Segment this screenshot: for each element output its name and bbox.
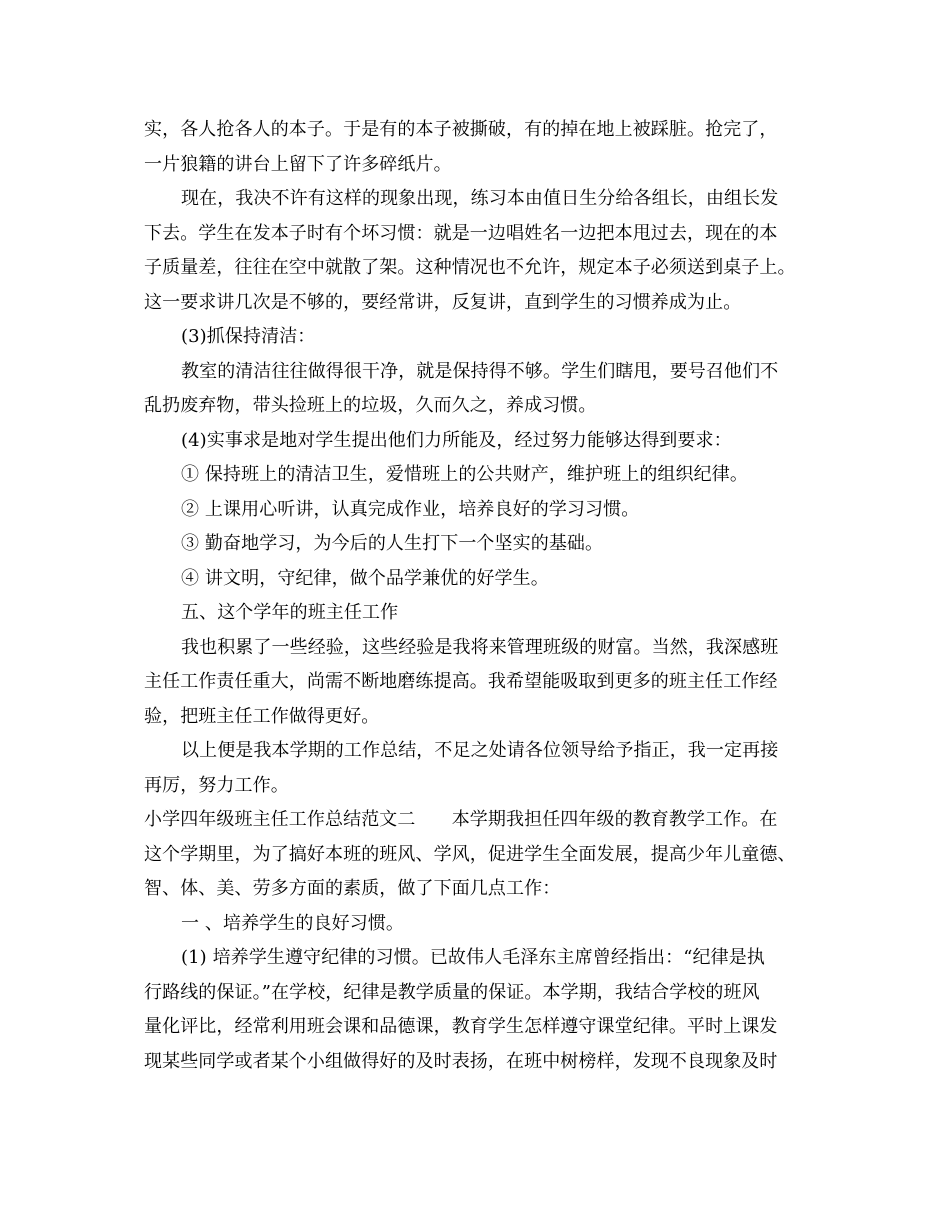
text-line: (4)实事求是地对学生提出他们力所能及，经过努力能够达得到要求： <box>181 429 732 451</box>
text-line: ② 上课用心听讲，认真完成作业，培养良好的学习习惯。 <box>181 498 640 520</box>
text-line: 五、这个学年的班主任工作 <box>181 602 399 623</box>
text-line: ③ 勤奋地学习，为今后的人生打下一个坚实的基础。 <box>181 533 604 554</box>
text-line: (3)抓保持清洁： <box>181 326 316 347</box>
text-line: 一 、培养学生的良好习惯。 <box>181 912 405 934</box>
text-line: (1) 培养学生遵守纪律的习惯。已故伟人毛泽东主席曾经指出：“纪律是执 <box>181 947 765 968</box>
text-line: 现在，我决不许有这样的现象出现，练习本由值日生分给各组长，由组长发 <box>181 188 779 209</box>
text-line: ① 保持班上的清洁卫生，爱惜班上的公共财产，维护班上的组织纪律。 <box>181 464 748 485</box>
text-line: 以上便是我本学期的工作总结，不足之处请各位领导给予指正，我一定再接 <box>181 740 779 761</box>
text-line: 智、体、美、劳多方面的素质，做了下面几点工作： <box>144 878 561 899</box>
text-line: 再厉，努力工作。 <box>144 774 289 796</box>
text-line: 我也积累了一些经验，这些经验是我将来管理班级的财富。当然，我深感班 <box>181 636 779 658</box>
text-line: ④ 讲文明，守纪律，做个品学兼优的好学生。 <box>181 567 549 589</box>
text-line: 这一要求讲几次是不够的，要经常讲，反复讲，直到学生的习惯养成为止。 <box>144 291 742 313</box>
text-line: 乱扔废弃物，带头捡班上的垃圾，久而久之，养成习惯。 <box>144 395 597 416</box>
text-line: 小学四年级班主任工作总结范文二 本学期我担任四年级的教育教学工作。在 <box>144 809 778 830</box>
text-line: 子质量差，往往在空中就散了架。这种情况也不允许，规定本子必须送到桌子上。 <box>144 257 796 278</box>
text-line: 这个学期里，为了搞好本班的班风、学风，促进学生全面发展，提高少年儿童德、 <box>144 843 796 865</box>
text-line: 量化评比，经常利用班会课和品德课，教育学生怎样遵守课堂纪律。平时上课发 <box>144 1016 778 1037</box>
document-body <box>144 113 824 1079</box>
text-line: 下去。学生在发本子时有个坏习惯：就是一边唱姓名一边把本甩过去，现在的本 <box>144 222 778 244</box>
text-line: 验，把班主任工作做得更好。 <box>144 705 380 727</box>
text-line: 行路线的保证。”在学校，纪律是教学质量的保证。本学期，我结合学校的班风 <box>144 981 760 1003</box>
text-line: 教室的清洁往往做得很干净，就是保持得不够。学生们瞎甩，要号召他们不 <box>181 360 779 382</box>
text-line: 实，各人抢各人的本子。于是有的本子被撕破，有的掉在地上被踩脏。抢完了， <box>144 119 778 140</box>
text-line: 一片狼籍的讲台上留下了许多碎纸片。 <box>144 153 452 175</box>
text-line: 现某些同学或者某个小组做得好的及时表扬，在班中树榜样，发现不良现象及时 <box>144 1050 778 1072</box>
text-line: 主任工作责任重大，尚需不断地磨练提高。我希望能吸取到更多的班主任工作经 <box>144 671 778 692</box>
